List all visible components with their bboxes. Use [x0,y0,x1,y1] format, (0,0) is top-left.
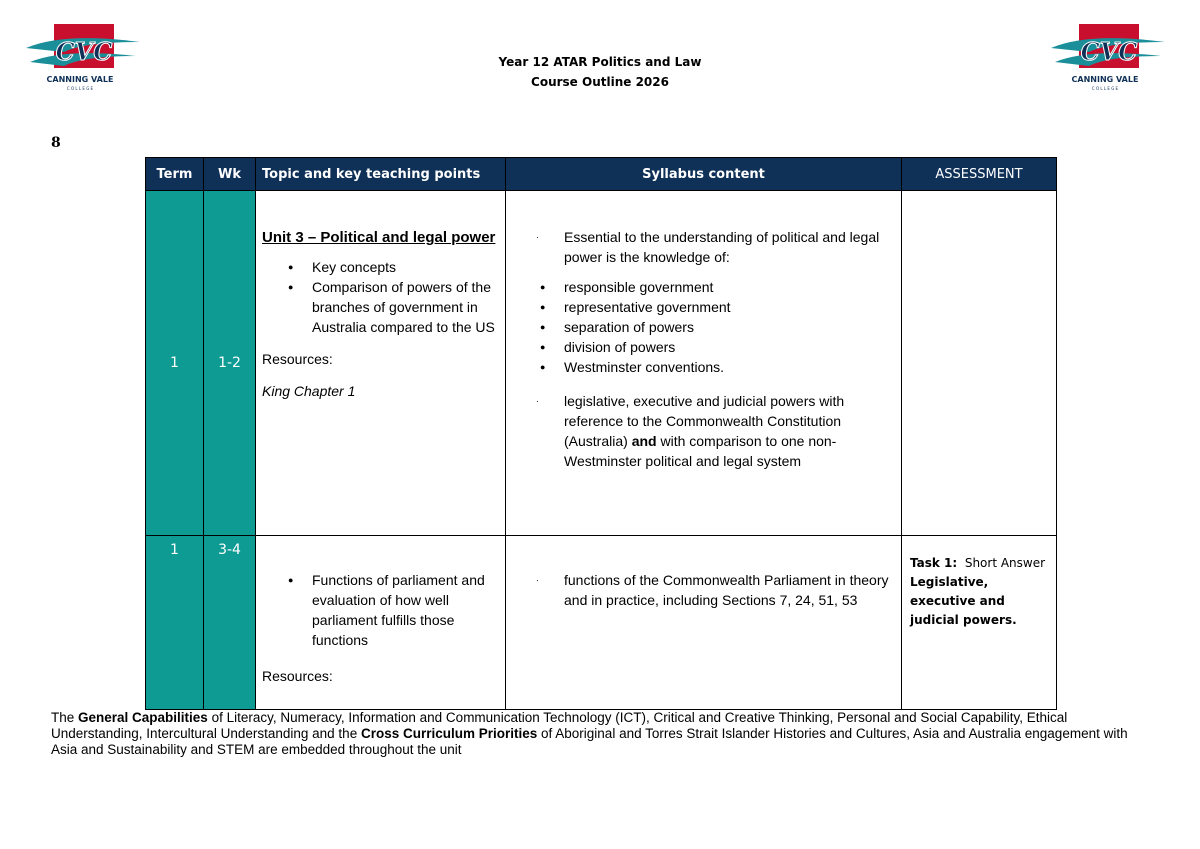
page-number: 8 [51,135,61,151]
list-item: ● Functions of parliament and evaluation of how well parliament fulfills those functions [312,570,499,650]
header-topic: Topic and key teaching points [256,158,506,191]
term-cell: 1 [146,191,204,536]
table-row [146,536,1057,710]
list-item: ● Westminster conventions. [564,357,901,377]
title-line-2: Course Outline 2026 [531,75,669,89]
resources-label: Resources: [262,668,333,684]
unit-title: Unit 3 – Political and legal power [262,229,496,246]
svg-text:CANNING VALE: CANNING VALE [1071,75,1139,84]
svg-text:CVC: CVC [1080,37,1138,66]
syllabus-cell [506,536,902,710]
term-cell: 1 [146,536,204,710]
svg-text:CVC: CVC [55,37,113,66]
topic-cell [256,536,506,710]
list-item: ● representative government [564,297,901,317]
topic-points [262,570,499,650]
topic-points [262,257,499,337]
list-item: ● separation of powers [564,317,901,337]
list-item: ● division of powers [564,337,901,357]
task-assessment [902,536,1056,630]
resources-item: King Chapter 1 [262,383,356,399]
table-row [146,191,1057,536]
task-title: Short Answer [964,556,1046,570]
syllabus-paragraph: · legislative, executive and judicial powers with reference to the Commonwealth Constitution (Australia) and with comparison to one non-Westminster political and legal system [536,393,845,469]
general-capabilities-note: The General Capabilities of Literacy, Numeracy, Information and Communication Technology (ICT), Critical and Creative Thinking, Personal and Social Capability, Ethical Understanding, Intercultural Understanding and the Cross Curriculum Priorities of Aboriginal and Torres Strait Islander Histories and Cultures, Asia and Australia engagement with Asia and Sustainability and STEM are embedded throughout the unit [51,710,1128,757]
task-description: Legislative, executive and judicial powers. [910,575,1017,627]
resources-label: Resources: [262,351,333,367]
week-cell: 1-2 [204,191,256,536]
topic-cell [256,191,506,536]
syllabus-paragraph: · functions of the Commonwealth Parliament in theory and in practice, including Sections 7, 24, 51, 53 [536,572,889,608]
header-term: Term [146,158,204,191]
middle-dot-icon: · [536,575,539,585]
document-title [0,52,1200,92]
list-item: ● responsible government [564,277,901,297]
list-item: ● Comparison of powers of the branches of government in Australia compared to the US [312,277,499,337]
header-syllabus: Syllabus content [506,158,902,191]
assessment-cell [902,536,1057,710]
svg-text:C O L L E G E: C O L L E G E [66,86,94,91]
syllabus-cell [506,191,902,536]
middle-dot-icon: · [536,232,539,242]
task-label: Task 1: [910,556,958,570]
svg-text:CANNING VALE: CANNING VALE [46,75,114,84]
list-item: ● Key concepts [312,257,499,277]
week-cell: 3-4 [204,536,256,710]
assessment-cell [902,191,1057,536]
course-outline-table [145,157,1057,710]
syllabus-intro: · Essential to the understanding of political and legal power is the knowledge of: [536,229,880,265]
middle-dot-icon: · [536,396,539,406]
header-assessment: ASSESSMENT [902,158,1057,191]
table-header-row [146,158,1057,191]
title-line-1: Year 12 ATAR Politics and Law [498,55,702,69]
header-week: Wk [204,158,256,191]
syllabus-points [506,277,901,377]
svg-text:C O L L E G E: C O L L E G E [1091,86,1119,91]
